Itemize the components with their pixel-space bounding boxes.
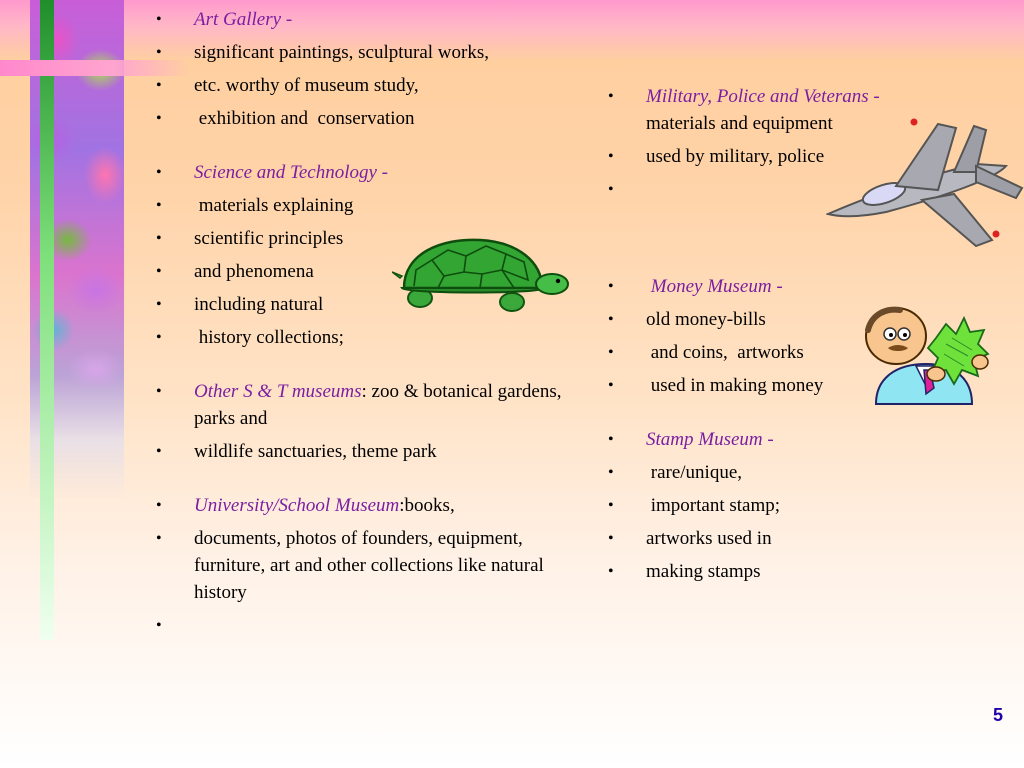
list-item: • wildlife sanctuaries, theme park [156,438,576,465]
left-bullet-list [156,6,576,645]
list-item: • used in making money [608,372,908,399]
list-item: • materials explaining [156,192,576,219]
list-item: • exhibition and conservation [156,105,576,132]
green-stripe [40,0,54,640]
science-heading: • Science and Technology - [156,159,576,186]
fighter-jet-clipart [826,116,1024,250]
list-item: • including natural [156,291,576,318]
money-museum-heading: • Money Museum - [608,273,908,300]
money-man-clipart [860,304,992,406]
art-gallery-heading: • Art Gallery - [156,6,576,33]
military-heading: • Military, Police and Veterans - materials and equipment [608,83,908,137]
list-item: • documents, photos of founders, equipment, furniture, art and other collections like natural history [156,525,576,606]
list-item: • history collections; [156,324,576,351]
university-heading: • University/School Museum:books, [156,492,576,519]
list-item: • used by military, police [608,143,908,170]
list-item: • and coins, artworks [608,339,908,366]
list-item: • artworks used in [608,525,908,552]
list-item: • important stamp; [608,492,908,519]
list-item: • old money-bills [608,306,908,333]
list-item: • scientific principles [156,225,576,252]
page-number: 5 [993,705,1004,725]
list-item: • etc. worthy of museum study, [156,72,576,99]
other-museums-heading: • Other S & T museums: zoo & botanical gardens, parks and [156,378,576,432]
list-item: • and phenomena [156,258,576,285]
list-item: • rare/unique, [608,459,908,486]
stamp-museum-heading: • Stamp Museum - [608,426,908,453]
list-item: • significant paintings, sculptural works, [156,39,576,66]
turtle-clipart [392,236,572,318]
empty-bullet [156,612,576,639]
list-item: • making stamps [608,558,908,585]
